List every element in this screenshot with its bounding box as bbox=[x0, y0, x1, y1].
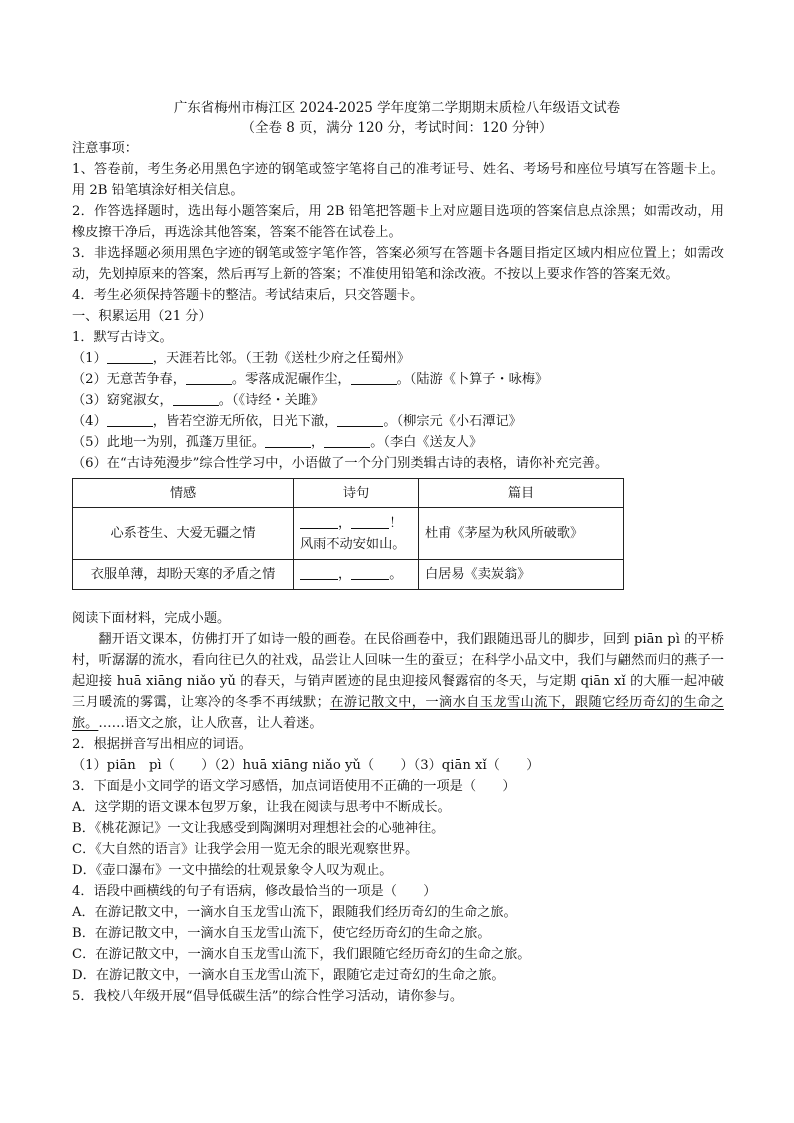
q1-item-2-pre: （2）无意苦争春， bbox=[72, 372, 186, 387]
q1-item-5 bbox=[72, 432, 724, 453]
answer-blank[interactable] bbox=[300, 514, 338, 529]
exam-body bbox=[72, 138, 724, 1007]
q1-stem: 1．默写古诗文。 bbox=[72, 330, 173, 345]
q1-item-4-num: （4） bbox=[72, 414, 107, 429]
answer-blank[interactable] bbox=[324, 433, 370, 448]
q1-item-1-text: ，天涯若比邻。（王勃《送杜少府之任蜀州》 bbox=[152, 351, 410, 366]
q1-item-1 bbox=[72, 348, 724, 369]
q1-item-3-end: 。（《诗经・关雎》 bbox=[218, 393, 325, 408]
answer-blank[interactable] bbox=[351, 370, 397, 385]
q5-stem: 5．我校八年级开展“倡导低碳生活”的综合性学习活动，请你参与。 bbox=[72, 989, 464, 1004]
q1-item-6: （6）在“古诗苑漫步”综合性学习中，小语做了一个分门别类辑古诗的表格，请你补充完善。 bbox=[72, 456, 609, 471]
section-1-heading: 一、积累运用（21 分） bbox=[72, 309, 212, 324]
answer-blank[interactable] bbox=[351, 565, 389, 580]
note-item-4: 4．考生必须保持答题卡的整洁。考试结束后，只交答题卡。 bbox=[72, 288, 424, 303]
note-item-1: 1、答卷前，考生务必用黑色字迹的钢笔或签字笔将自己的准考证号、姓名、考场号和座位号填写在答题卡上。用 2B 铅笔填涂好相关信息。 bbox=[72, 162, 724, 198]
q3-option-a[interactable]: A．这学期的语文课本包罗万象，让我在阅读与思考中不断成长。 bbox=[72, 800, 451, 815]
q3-option-b[interactable]: B．《桃花源记》一文让我感受到陶渊明对理想社会的心驰神往。 bbox=[72, 821, 445, 836]
q3-option-c[interactable]: C．《大自然的语言》让我学会用一览无余的眼光观察世界。 bbox=[72, 842, 419, 857]
row-1-sep: ， bbox=[338, 515, 352, 531]
passage-text: 翻开语文课本，仿佛打开了如诗一般的画卷。在民俗画卷中，我们跟随迅哥儿的脚步，回到 piān pì 的平桥村，听潺潺的流水，看向往已久的社戏，品尝让人回味一生的蚕豆；在科学小品文中，我们与翩然而归的燕子一起迎接 huā xiāng niǎo yǔ 的春天，与销声匿迹的昆虫迎接风餐露宿的冬天，与定期 qiān xǐ 的大雁一起冲破三月暖流的雾霭，让寒冷的冬季不再绒默； bbox=[72, 632, 724, 710]
q2-part-1: （1）piān pì（ ） bbox=[72, 758, 215, 773]
answer-blank[interactable] bbox=[265, 433, 311, 448]
table-row bbox=[73, 560, 624, 590]
exam-title: 广东省梅州市梅江区 2024-2025 学年度第二学期期末质检八年级语文试卷 bbox=[173, 100, 621, 116]
answer-blank[interactable] bbox=[300, 565, 338, 580]
row-1-verse bbox=[294, 508, 419, 560]
q4-option-b[interactable]: B．在游记散文中，一滴水自玉龙雪山流下，使它经历奇幻的生命之旅。 bbox=[72, 926, 491, 941]
exam-subtitle: （全卷 8 页，满分 120 分，考试时间：120 分钟） bbox=[241, 120, 553, 136]
q3-option-d[interactable]: D．《壶口瀑布》一文中描绘的壮观景象令人叹为观止。 bbox=[72, 863, 393, 878]
header-work: 篇目 bbox=[419, 479, 624, 508]
poem-table bbox=[72, 478, 624, 590]
answer-blank[interactable] bbox=[351, 514, 389, 529]
passage-underlined: 在游记散文中，一滴水自玉龙雪山流下，跟随它经历奇幻的生命之旅。 bbox=[72, 695, 725, 731]
q1-item-3 bbox=[72, 390, 724, 411]
q1-item-4 bbox=[72, 411, 724, 432]
q2-parts bbox=[72, 755, 724, 776]
q1-item-5-sep: ， bbox=[311, 435, 325, 450]
row-2-verse bbox=[294, 560, 419, 590]
answer-blank[interactable] bbox=[107, 412, 153, 427]
q1-item-2-mid: 。零落成泥碾作尘， bbox=[231, 372, 351, 387]
answer-blank[interactable] bbox=[173, 391, 219, 406]
answer-blank[interactable] bbox=[107, 349, 153, 364]
q1-item-4-end: 。（柳宗元《小石潭记》 bbox=[383, 414, 522, 429]
note-item-2: 2．作答选择题时，选出每小题答案后，用 2B 铅笔把答题卡上对应题目选项的答案信息点涂黑；如需改动，用橡皮擦干净后，再选涂其他答案，答案不能答在试卷上。 bbox=[72, 204, 724, 240]
notes-heading: 注意事项： bbox=[72, 141, 138, 156]
poem-table-header bbox=[73, 479, 624, 508]
row-1-work: 杜甫《茅屋为秋风所破歌》 bbox=[419, 508, 624, 560]
row-2-work: 白居易《卖炭翁》 bbox=[419, 560, 624, 590]
q2-part-2: （2）huā xiāng niǎo yǔ（ ） bbox=[214, 758, 414, 773]
q1-item-5-pre: （5）此地一为别，孤蓬万里征。 bbox=[72, 435, 266, 450]
q1-item-3-pre: （3）窈窕淑女， bbox=[72, 393, 173, 408]
q3-stem: 3．下面是小文同学的语文学习感悟，加点词语使用不正确的一项是（ ） bbox=[72, 779, 516, 794]
q4-option-c[interactable]: C．在游记散文中，一滴水自玉龙雪山流下，我们跟随它经历奇幻的生命之旅。 bbox=[72, 947, 531, 962]
q1-item-2-end: 。（陆游《卜算子・咏梅》 bbox=[396, 372, 549, 387]
passage-tail: ……语文之旅，让人欣喜，让人着迷。 bbox=[98, 716, 323, 731]
q1-item-4-mid: ，皆若空游无所依，日光下澈， bbox=[152, 414, 338, 429]
reading-passage bbox=[72, 629, 724, 734]
header-verse: 诗句 bbox=[294, 479, 419, 508]
row-2-end: 。 bbox=[389, 567, 403, 582]
q1-item-1-num: （1） bbox=[72, 351, 107, 366]
answer-blank[interactable] bbox=[337, 412, 383, 427]
answer-blank[interactable] bbox=[186, 370, 232, 385]
q1-item-5-end: 。（李白《送友人》 bbox=[370, 435, 483, 450]
row-2-sep: ， bbox=[338, 567, 352, 582]
header-emotion: 情感 bbox=[73, 479, 294, 508]
q4-option-d[interactable]: D．在游记散文中，一滴水自玉龙雪山流下，跟随它走过奇幻的生命之旅。 bbox=[72, 968, 505, 983]
q1-item-2 bbox=[72, 369, 724, 390]
q4-option-a[interactable]: A．在游记散文中，一滴水自玉龙雪山流下，跟随我们经历奇幻的生命之旅。 bbox=[72, 905, 517, 920]
q2-part-3: （3）qiān xǐ（ ） bbox=[413, 758, 540, 773]
q4-stem: 4．语段中画横线的句子有语病，修改最恰当的一项是（ ） bbox=[72, 884, 437, 899]
row-1-end: ！ bbox=[389, 515, 403, 531]
reading-intro: 阅读下面材料，完成小题。 bbox=[72, 611, 231, 626]
q2-stem: 2．根据拼音写出相应的词语。 bbox=[72, 737, 252, 752]
row-2-emotion: 衣服单薄，却盼天寒的矛盾之情 bbox=[73, 560, 294, 590]
table-row bbox=[73, 508, 624, 560]
row-1-tail: 风雨不动安如山。 bbox=[300, 536, 406, 552]
note-item-3: 3．非选择题必须用黑色字迹的钢笔或签字笔作答，答案必须写在答题卡各题目指定区域内相应位置上；如需改动，先划掉原来的答案，然后再写上新的答案；不准使用铅笔和涂改液。不按以上要求作答的答案无效。 bbox=[72, 246, 724, 282]
row-1-emotion: 心系苍生、大爱无疆之情 bbox=[73, 508, 294, 560]
